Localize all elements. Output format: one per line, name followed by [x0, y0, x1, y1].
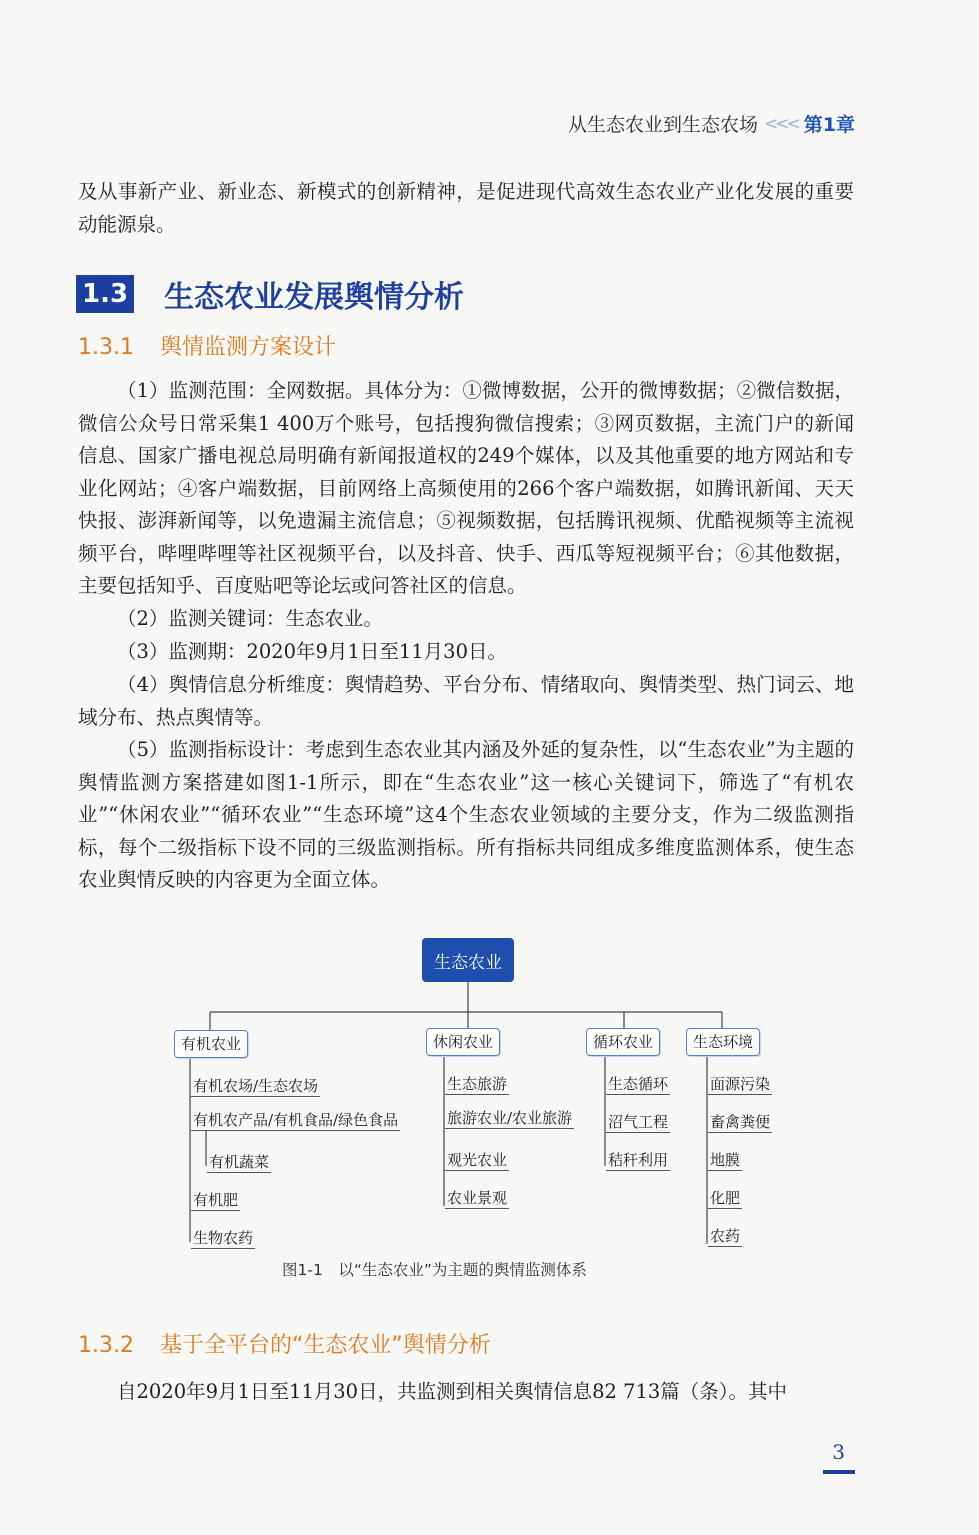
book-title: 从生态农业到生态农场: [568, 114, 759, 136]
paragraph-period: （3）监测期：2020年9月1日至11月30日。: [117, 640, 507, 663]
leaf-organic-products: 有机农产品/有机食品/绿色食品: [193, 1111, 399, 1129]
branch-leisure: 休闲农业: [426, 1028, 500, 1056]
leaf-eco-tourism: 生态旅游: [447, 1075, 508, 1093]
subsection-heading-2: [78, 1328, 491, 1359]
chevron-icon: <<<: [764, 113, 798, 134]
branch-circular: 循环农业: [586, 1028, 660, 1056]
page-number: 3: [832, 1440, 845, 1464]
root-node: 生态农业: [422, 938, 514, 982]
intro-paragraph: 及从事新产业、新业态、新模式的创新精神，是促进现代高效生态农业产业化发展的重要动能源泉。: [78, 180, 854, 236]
leaf-bio-pesticide: 生物农药: [193, 1229, 254, 1247]
running-header: [568, 110, 855, 137]
leaf-mulch-film: 地膜: [710, 1151, 741, 1169]
leaf-organic-farm: 有机农场/生态农场: [193, 1077, 319, 1095]
leaf-agri-tourism: 旅游农业/农业旅游: [447, 1109, 573, 1127]
leaf-landscape: 农业景观: [447, 1189, 508, 1207]
monitoring-diagram: [160, 930, 800, 1260]
subsection-title: 舆情监测方案设计: [160, 335, 337, 360]
paragraph-indicators: （5）监测指标设计：考虑到生态农业其内涵及外延的复杂性，以“生态农业”为主题的舆情监测方案搭建如图1-1所示，即在“生态农业”这一核心关键词下，筛选了“有机农业”“休闲农业”“循环农业”“生态环境”这4个生态农业领域的主要分支，作为二级监测指标，每个二级指标下设不同的三级监测指标。所有指标共同组成多维度监测体系，使生态农业舆情反映的内容更为全面立体。: [78, 738, 854, 891]
paragraph-dimensions: （4）舆情信息分析维度：舆情趋势、平台分布、情绪取向、舆情类型、热门词云、地域分布、热点舆情等。: [78, 673, 854, 729]
section-number: 1.3: [76, 275, 134, 313]
leaf-straw: 秸秆利用: [608, 1151, 669, 1169]
figure-caption: 图1-1 以“生态农业”为主题的舆情监测体系: [282, 1261, 587, 1279]
leaf-biogas: 沼气工程: [608, 1113, 669, 1131]
paragraph-scope: （1）监测范围：全网数据。具体分为：①微博数据，公开的微博数据；②微信数据，微信公众号日常采集1 400万个账号，包括搜狗微信搜索；③网页数据，主流门户的新闻信息、国家广播电视总局明确有新闻报道权的249个媒体，以及其他重要的地方网站和专业化网站；④客户端数据，目前网络上高频使用的266个客户端数据，如腾讯新闻、天天快报、澎湃新闻等，以免遗漏主流信息；⑤视频数据，包括腾讯视频、优酷视频等主流视频平台，哔哩哔哩等社区视频平台，以及抖音、快手、西瓜等短视频平台；⑥其他数据，主要包括知乎、百度贴吧等论坛或问答社区的信息。: [78, 379, 854, 597]
branch-organic: 有机农业: [174, 1030, 248, 1058]
subsection-title: 基于全平台的“生态农业”舆情分析: [160, 1333, 491, 1358]
leaf-sightseeing: 观光农业: [447, 1151, 508, 1169]
branch-environment: 生态环境: [686, 1028, 760, 1056]
leaf-manure: 畜禽粪便: [710, 1113, 771, 1131]
page-number-underline: [823, 1470, 855, 1474]
section-title: 生态农业发展舆情分析: [164, 280, 465, 315]
chapter-label: 第1章: [803, 114, 855, 136]
subsection-heading-1: [78, 330, 336, 361]
paragraph-analysis: 自2020年9月1日至11月30日，共监测到相关舆情信息82 713篇（条）。其中: [117, 1380, 788, 1403]
subsection-number: 1.3.2: [78, 1333, 134, 1358]
leaf-organic-fertilizer: 有机肥: [193, 1191, 239, 1209]
leaf-eco-cycle: 生态循环: [608, 1075, 669, 1093]
leaf-pesticide: 农药: [710, 1227, 741, 1245]
leaf-organic-vegetables: 有机蔬菜: [209, 1153, 270, 1171]
section-heading: [76, 272, 464, 316]
leaf-fertilizer: 化肥: [710, 1189, 741, 1207]
leaf-nonpoint-pollution: 面源污染: [710, 1075, 771, 1093]
paragraph-keyword: （2）监测关键词：生态农业。: [117, 607, 383, 630]
subsection-number: 1.3.1: [78, 335, 134, 360]
